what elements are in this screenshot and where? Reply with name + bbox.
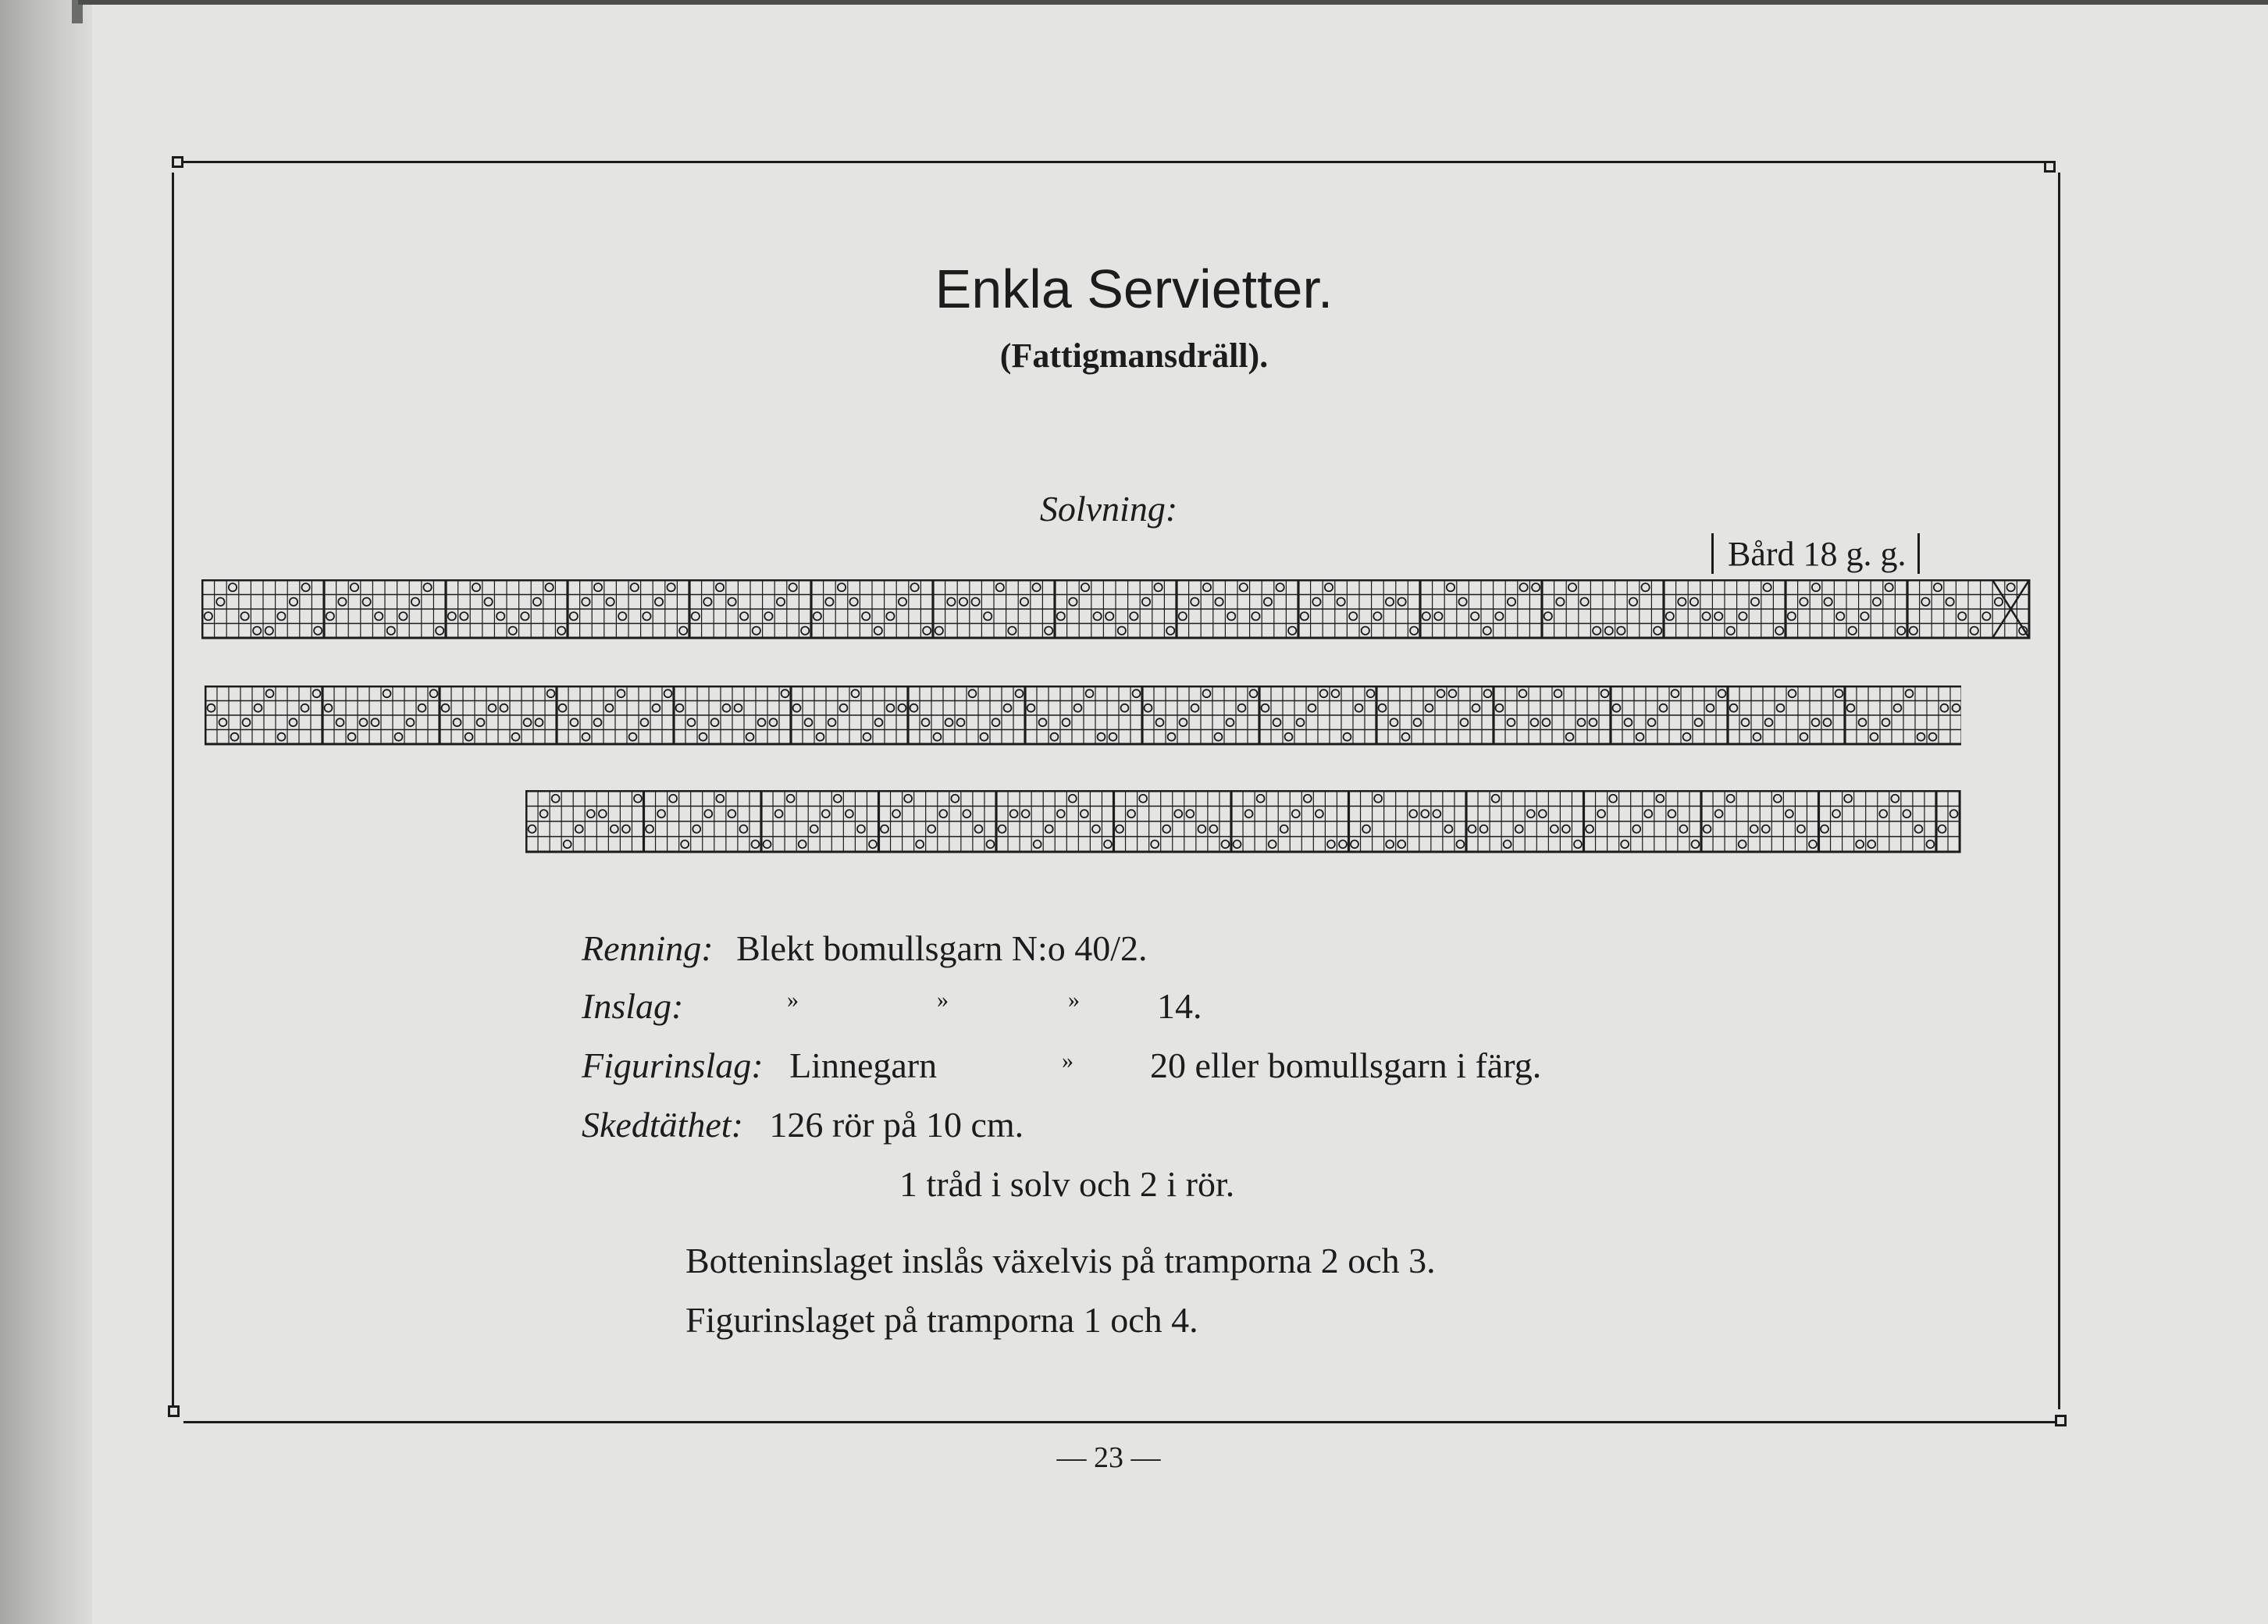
threading-draft-row-3 [525, 790, 1962, 856]
inslag-ditto-3: » [1068, 987, 1080, 1013]
inslag-value: 14. [1157, 986, 1202, 1026]
book-spine [0, 0, 92, 1624]
spec-figurinslag [582, 1045, 937, 1086]
frame-top-line [183, 161, 2051, 163]
spec-inslag [582, 985, 683, 1027]
spec-skedtathet [582, 1104, 1024, 1145]
page-number: — 23 — [1056, 1441, 1161, 1474]
figurinslag-ditto: » [1062, 1048, 1073, 1074]
figurinslag-value-2: 20 eller bomullsgarn i färg. [1150, 1045, 1542, 1085]
inslag-ditto-1: » [787, 987, 799, 1013]
threading-draft-row-2 [205, 686, 1961, 748]
renning-label: Renning: [582, 928, 714, 968]
frame-corner-bottom-left [168, 1405, 180, 1417]
spec-trad: 1 tråd i solv och 2 i rör. [899, 1164, 1235, 1204]
note-line-2: Figurinslaget på tramporna 1 och 4. [685, 1300, 1198, 1340]
figurinslag-value-1: Linnegarn [789, 1045, 938, 1085]
page-title: Enkla Servietter. [935, 258, 1333, 319]
note-line-1: Botteninslaget inslås växelvis på tramporna 2 och 3. [685, 1241, 1436, 1280]
skedtathet-label: Skedtäthet: [582, 1105, 743, 1145]
solvning-caption: Solvning: [1039, 489, 1178, 529]
figurinslag-label: Figurinslag: [582, 1045, 764, 1085]
page-subtitle: (Fattigmansdräll). [999, 337, 1269, 375]
skedtathet-value: 126 rör på 10 cm. [769, 1105, 1024, 1145]
frame-bottom-line [183, 1421, 2057, 1423]
inslag-ditto-2: » [937, 987, 949, 1013]
threading-draft-row-1 [201, 579, 2032, 642]
inslag-label: Inslag: [582, 986, 684, 1026]
spec-renning [582, 928, 1148, 969]
frame-corner-bottom-right [2055, 1415, 2067, 1426]
bard-label: Bård 18 g. g. [1711, 533, 1920, 574]
frame-corner-top-left [172, 156, 183, 168]
frame-corner-top-right [2044, 161, 2056, 173]
renning-value: Blekt bomullsgarn N:o 40/2. [736, 928, 1148, 968]
